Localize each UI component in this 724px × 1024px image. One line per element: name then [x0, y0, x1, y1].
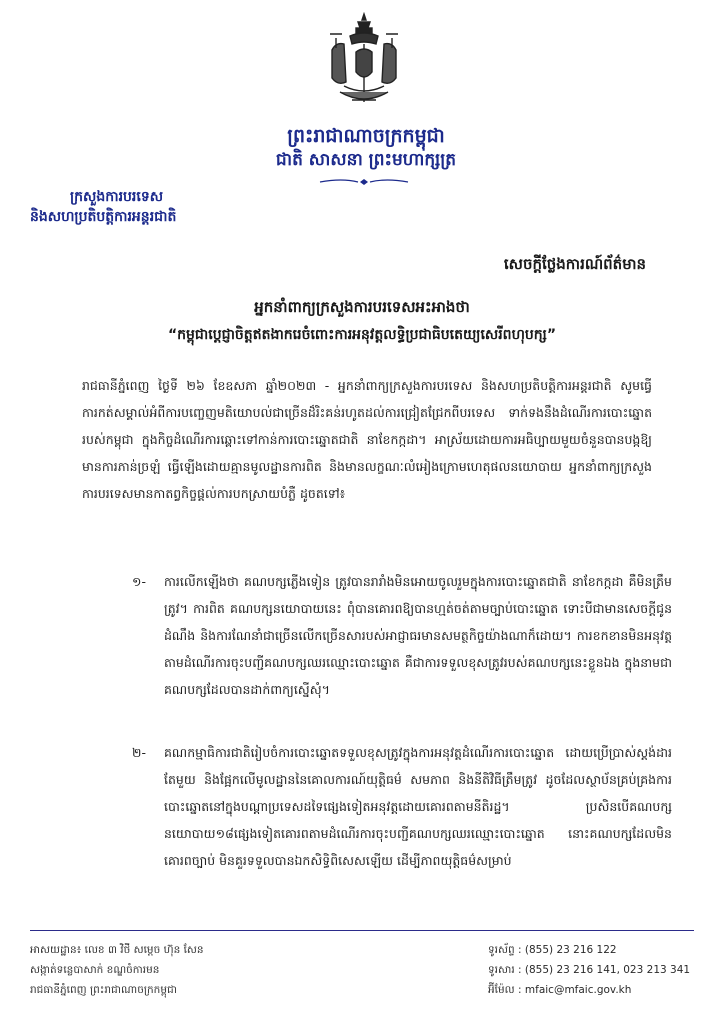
list-item-number: ២- — [132, 745, 146, 760]
ministry-line-2: និងសហប្រតិបត្តិការអន្តរជាតិ — [30, 209, 177, 225]
headline-line-1: អ្នកនាំពាក្យក្រសួងការបរទេសអះអាងថា — [254, 298, 470, 316]
phone-label: ទូរស័ព្ទ : — [488, 944, 522, 956]
intro-paragraph: រាជធានីភ្នំពេញ ថ្ងៃទី ២៦ ខែឧសភា ឆ្នាំ២០២៣ - អ្នកនាំពាក្យក្រសួងការបរទេស និងសហប្រតិបត្តិការអន្តរជាតិ សូមធ្វើការកត់សម្គាល់អំពីការបញ្ចេញមតិយោបល់ជាច្រើនដ៏រិះគន់រហូតដល់ការជ្រៀតជ្រែកពីបរទេស ទាក់ទងនឹងដំណើរការបោះឆ្នោតរបស់កម្ពុជា ក្នុងកិច្ចដំណើរការឆ្ពោះទៅកាន់ការបោះឆ្នោតជាតិ នាខែកក្កដា។ អាស្រ័យដោយការអធិប្បាយមួយចំនួនបានបង្កឱ្យមានការភាន់ច្រឡំ ធ្វើឡើងដោយគ្មានមូលដ្ឋានការពិត និងមានលក្ខណៈលំអៀងក្រោមហេតុផលនយោបាយ អ្នកនាំពាក្យក្រសួងការបរទេសមានកាតព្វកិច្ចផ្តល់ការបកស្រាយបំភ្លឺ ដូចតទៅ៖ — [82, 378, 652, 501]
list-item — [132, 568, 672, 703]
footer-divider — [30, 930, 694, 931]
kingdom-motto — [266, 124, 466, 172]
footer-address — [30, 940, 204, 1000]
address-line-1: អាសយដ្ឋាន៖ លេខ ៣ វិថី សម្តេច ហ៊ុន សែន — [30, 944, 204, 956]
list-item — [132, 739, 672, 874]
email-row — [488, 980, 690, 1000]
fax-value: (855) 23 216 141, 023 213 341 — [524, 964, 691, 976]
national-motto: ជាតិ សាសនា ព្រះមហាក្សត្រ — [275, 150, 457, 170]
list-item-text: ការលើកឡើងថា គណបក្សភ្លើងទៀន ត្រូវបានរារាំងមិនអោយចូលរួមក្នុងការបោះឆ្នោតជាតិ នាខែកក្កដា គឺមិនត្រឹមត្រូវ។ ការពិត គណបក្សនយោបាយនេះ ពុំបានគោរពឱ្យបានហ្មត់ចត់តាមច្បាប់បោះឆ្នោត ទោះបីជាមានសេចក្តីជូនដំណឹង និងការណែនាំជាច្រើនលើកច្រើនសារបស់អាជ្ញាធរមានសមត្ថកិច្ចយ៉ាងណាក៏ដោយ។ ការខកខានមិនអនុវត្តតាមដំណើរការចុះបញ្ជីគណបក្សឈរឈ្មោះបោះឆ្នោត គឺជាការទទួលខុសត្រូវរបស់គណបក្សនេះខ្លួនឯង ក្នុងនាមជាគណបក្សដែលបានដាក់ពាក្យស្នើសុំ។ — [164, 574, 672, 697]
email-label: អ៊ីម៉ែល : — [488, 984, 522, 996]
address-line-2: សង្កាត់ទន្លេបាសាក់ ខណ្ឌចំការមន — [30, 964, 160, 976]
footer-contact — [488, 940, 690, 1000]
ministry-name — [30, 187, 176, 227]
phone-value: (855) 23 216 122 — [524, 944, 617, 956]
phone-row — [488, 940, 690, 960]
list-item-number: ១- — [132, 574, 146, 589]
fax-row — [488, 960, 690, 980]
kingdom-title: ព្រះរាជាណាចក្រកម្ពុជា — [287, 125, 445, 147]
email-value[interactable]: mfaic@mfaic.gov.kh — [524, 984, 632, 996]
document-type: សេចក្តីថ្លែងការណ៍ព័ត៌មាន — [503, 255, 646, 273]
ornament-divider — [318, 177, 410, 187]
fax-label: ទូរសារ : — [488, 964, 522, 976]
list-item-text: គណកម្មាធិការជាតិរៀបចំការបោះឆ្នោតទទួលខុសត្រូវក្នុងការអនុវត្តដំណើរការបោះឆ្នោត ដោយប្រើប្រាស់ស្តង់ដារតែមួយ និងផ្អែកលើមូលដ្ឋាននៃគោលការណ៍យុត្តិធម៌ សមភាព និងនីតិវិធីត្រឹមត្រូវ ដូចដែលស្ថាប័នគ្រប់គ្រងការបោះឆ្នោតនៅក្នុងបណ្តាប្រទេសដទៃផ្សេងទៀតអនុវត្តដោយគោរពតាមនីតិរដ្ឋ។ ប្រសិនបើគណបក្សនយោបាយ១៨ផ្សេងទៀតគោរពតាមដំណើរការចុះបញ្ជីគណបក្សឈរឈ្មោះបោះឆ្នោត នោះគណបក្សដែលមិនគោរពច្បាប់ មិនគួរទទួលបានឯកសិទ្ធិពិសេសឡើយ ដើម្បីភាពយុត្តិធម៌សម្រាប់ — [164, 745, 672, 868]
ministry-line-1: ក្រសួងការបរទេស — [70, 189, 164, 205]
address-line-3: រាជធានីភ្នំពេញ ព្រះរាជាណាចក្រកម្ពុជា — [30, 984, 177, 996]
headline-line-2: “កម្ពុជាប្តេជ្ញាចិត្តឥតងាករេចំពោះការអនុវត្តលទ្ធិប្រជាធិបតេយ្យសេរីពហុបក្ស” — [167, 327, 557, 343]
royal-coat-of-arms-emblem — [322, 12, 406, 110]
